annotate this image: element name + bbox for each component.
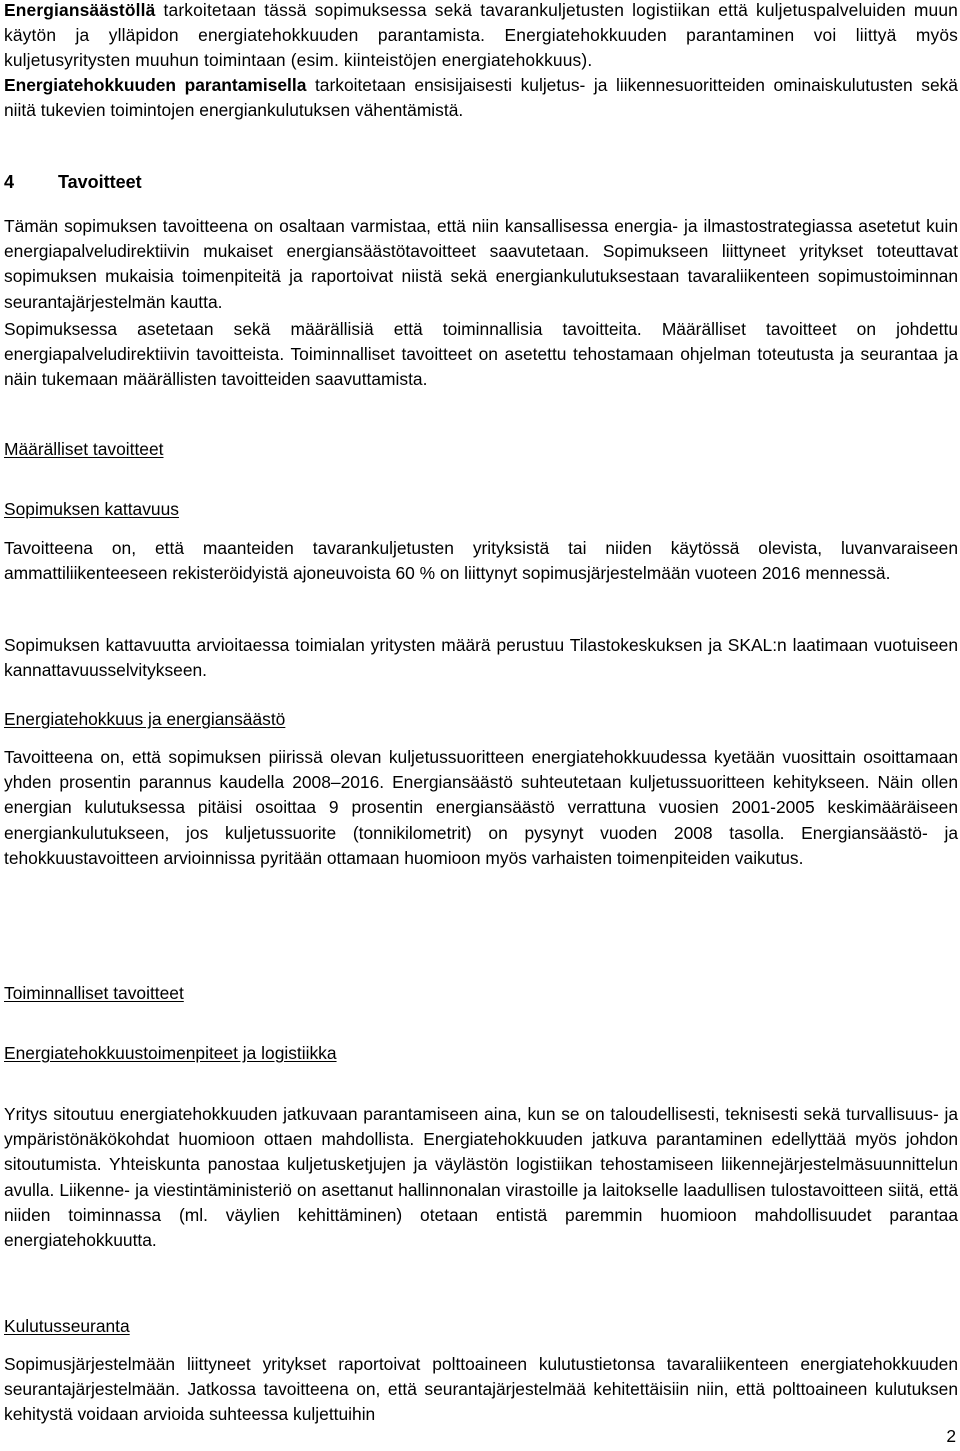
coverage-paragraph-2: Sopimuksen kattavuutta arvioitaessa toimialan yritysten määrä perustuu Tilastokeskuksen ja SKAL:n laatimaan vuotuiseen kannattavuusselvitykseen. (4, 635, 958, 681)
monitoring-heading: Kulutusseuranta (4, 1316, 130, 1336)
coverage-paragraph-1: Tavoitteena on, että maanteiden tavarankuljetusten yrityksistä tai niiden käytössä olevista, luvanvaraiseen ammattiliikenteeseen rekisteröidyistä ajoneuvoista 60 % on liittynyt sopimusjärjestelmään vuoteen 2016 mennessä. (4, 538, 958, 584)
operational-heading: Toiminnalliset tavoitteet (4, 983, 184, 1003)
coverage-heading: Sopimuksen kattavuus (4, 499, 179, 519)
efficiency-paragraph: Tavoitteena on, että sopimuksen piirissä olevan kuljetussuoritteen energiatehokkuudessa kyetään vuosittain osoittamaan yhden prosentin parannus kaudella 2008–2016. Energiansäästö suhteutetaan kuljetussuoritteen kehitykseen. Näin ollen energian kulutuksessa pitäisi osoittaa 9 prosentin energiansäästö verrattuna vuosien 2001-2005 keskimääräiseen energiankulutukseen, jos kuljetussuorite (tonnikilometrit) on pysynyt vuoden 2008 tasolla. Energiansäästö- ja tehokkuustavoitteen arvioinnissa pyritään ottamaan huomioon myös varhaisten toimenpiteiden vaikutus. (4, 747, 958, 868)
intro-text-1: tarkoitetaan tässä sopimuksessa sekä tavarankuljetusten logistiikan että kuljetuspalveluiden muun käytön ja ylläpidon energiatehokkuuden parantamista. Energiatehokkuuden parantaminen voi liittyä myös kuljetusyritysten muuhun toimintaan (esim. kiinteistöjen energiatehokkuus). (4, 0, 958, 71)
efficiency-heading: Energiatehokkuus ja energiansäästö (4, 709, 286, 729)
intro-paragraph-1 (4, 0, 958, 71)
lead-term-energy-saving: Energiansäästöllä (4, 0, 156, 20)
page-number: 2 (946, 1426, 956, 1446)
goals-paragraph-2: Sopimuksessa asetetaan sekä määrällisiä että toiminnallisia tavoitteita. Määrälliset tavoitteet on johdettu energiapalveludirektiivin tavoitteista. Toiminnalliset tavoitteet on asetettu tehostamaan ohjelman toteutusta ja seurantaa ja näin tukemaan määrällisten tavoitteiden saavuttamista. (4, 319, 958, 390)
quantitative-heading: Määrälliset tavoitteet (4, 439, 164, 459)
section-heading (4, 170, 142, 195)
intro-paragraph-2 (4, 73, 958, 123)
logistics-paragraph: Yritys sitoutuu energiatehokkuuden jatkuvaan parantamiseen aina, kun se on taloudellisesti, teknisesti sekä turvallisuus- ja ympäristönäkökohdat huomioon ottaen mahdollista. Energiatehokkuuden jatkuva parantaminen edellyttää myös johdon sitoutumista. Yhteiskunta panostaa kuljetusketjujen ja väylästön logistiikan tehostamiseen liikennejärjestelmäsuunnittelun avulla. Liikenne- ja viestintäministeriö on asettanut hallinnonalan virastoille ja laitokselle laadullisen tulostavoitteen siitä, että niiden toiminnassa (ml. väylien kehittäminen) otetaan entistä paremmin huomioon mahdollisuudet parantaa energiatehokkuutta. (4, 1104, 958, 1251)
intro-text-2: tarkoitetaan ensisijaisesti kuljetus- ja liikennesuoritteiden ominaiskulutusten sekä niitä tukevien toimintojen energiankulutuksen vähentämistä. (4, 75, 958, 121)
monitoring-paragraph: Sopimusjärjestelmään liittyneet yritykset raportoivat polttoaineen kulutustietonsa tavaraliikenteen energiatehokkuuden seurantajärjestelmään. Jatkossa tavoitteena on, että seurantajärjestelmää kehitettäisiin niin, että polttoaineen kulutuksen kehitystä voidaan arvioida suhteessa kuljettuihin (4, 1354, 958, 1425)
section-title: Tavoitteet (58, 172, 142, 192)
lead-term-efficiency: Energiatehokkuuden parantamisella (4, 75, 307, 95)
goals-paragraph-1: Tämän sopimuksen tavoitteena on osaltaan varmistaa, että niin kansallisessa energia- ja ilmastostrategiassa asetetut kuin energiapalveludirektiivin mukaiset energiansäästötavoitteet saavutetaan. Sopimukseen liittyneet yritykset toteuttavat sopimuksen mukaisia toimenpiteitä ja raportoivat niistä sekä energiankulutuksestaan tavaraliikenteen sopimustoiminnan seurantajärjestelmän kautta. (4, 216, 958, 312)
section-number: 4 (4, 172, 15, 192)
logistics-heading: Energiatehokkuustoimenpiteet ja logistiikka (4, 1043, 337, 1063)
